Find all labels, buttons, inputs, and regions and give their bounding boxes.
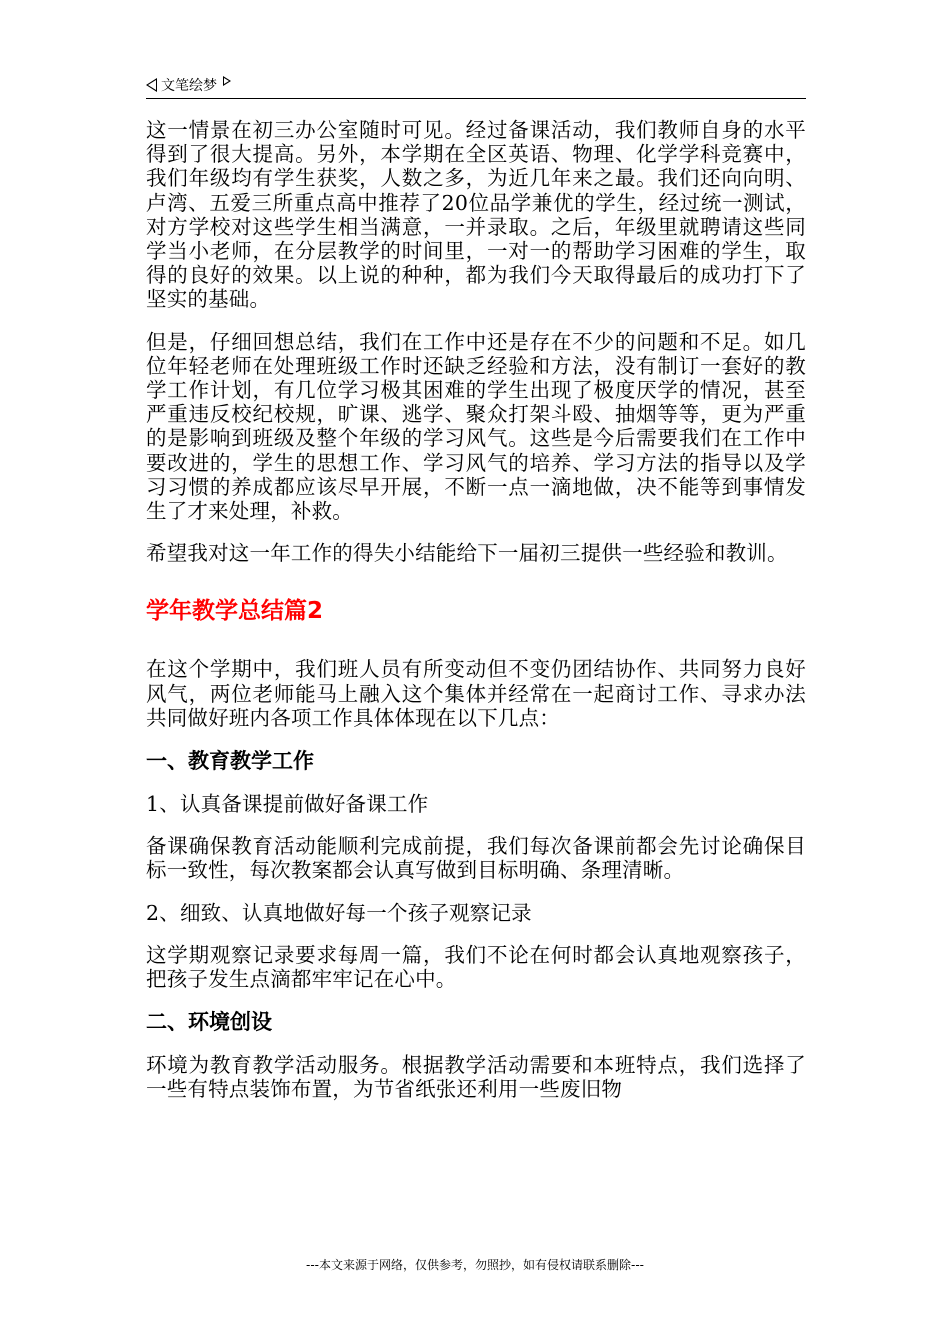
list-item-heading: 1、认真备课提前做好备课工作 — [146, 792, 429, 817]
page-header — [146, 72, 806, 99]
paragraph: 环境为教育教学活动服务。根据教学活动需要和本班特点，我们选择了一些有特点装饰布置，为节省纸张还利用一些废旧物 — [146, 1053, 806, 1102]
paragraph: 希望我对这一年工作的得失小结能给下一届初三提供一些经验和教训。 — [146, 541, 788, 566]
list-item-heading: 2、细致、认真地做好每一个孩子观察记录 — [146, 900, 532, 925]
page-footer: ---本文来源于网络，仅供参考，勿照抄，如有侵权请联系删除--- — [306, 1258, 644, 1272]
subheading-teaching: 一、教育教学工作 — [146, 749, 314, 774]
paragraph: 这一情景在初三办公室随时可见。经过备课活动，我们教师自身的水平得到了很大提高。另外，本学期在全区英语、物理、化学学科竞赛中，我们年级均有学生获奖，人数之多，为近几年来之最。我们还向向明、卢湾、五爱三所重点高中推荐了20位品学兼优的学生，经过统一测试，对方学校对这些学生相当满意，一并录取。之后，年级里就聘请这些同学当小老师，在分层教学的时间里，一对一的帮助学习困难的学生，取得的良好的效果。以上说的种种，都为我们今天取得最后的成功打下了坚实的基础。 — [146, 118, 806, 312]
paragraph: 备课确保教育活动能顺利完成前提，我们每次备课前都会先讨论确保目标一致性，每次教案都会认真写做到目标明确、条理清晰。 — [146, 834, 806, 883]
triangle-left-icon — [146, 78, 157, 92]
section-title: 学年教学总结篇2 — [146, 598, 324, 625]
header-title: 文笔绘梦 — [161, 78, 217, 94]
paragraph: 但是，仔细回想总结，我们在工作中还是存在不少的问题和不足。如几位年轻老师在处理班级工作时还缺乏经验和方法，没有制订一套好的教学工作计划，有几位学习极其困难的学生出现了极度厌学的情况，甚至严重违反校纪校规，旷课、逃学、聚众打架斗殴、抽烟等等，更为严重的是影响到班级及整个年级的学习风气。这些是今后需要我们在工作中要改进的，学生的思想工作、学习风气的培养、学习方法的指导以及学习习惯的养成都应该尽早开展，不断一点一滴地做，决不能等到事情发生了才来处理，补救。 — [146, 329, 806, 524]
subheading-environment: 二、环境创设 — [146, 1010, 272, 1035]
triangle-right-icon — [223, 76, 231, 86]
document-body — [146, 118, 806, 1120]
section-intro: 在这个学期中，我们班人员有所变动但不变仍团结协作、共同努力良好风气，两位老师能马上融入这个集体并经常在一起商讨工作、寻求办法共同做好班内各项工作具体体现在以下几点： — [146, 657, 806, 730]
paragraph: 这学期观察记录要求每周一篇，我们不论在何时都会认真地观察孩子，把孩子发生点滴都牢牢记在心中。 — [146, 942, 806, 992]
